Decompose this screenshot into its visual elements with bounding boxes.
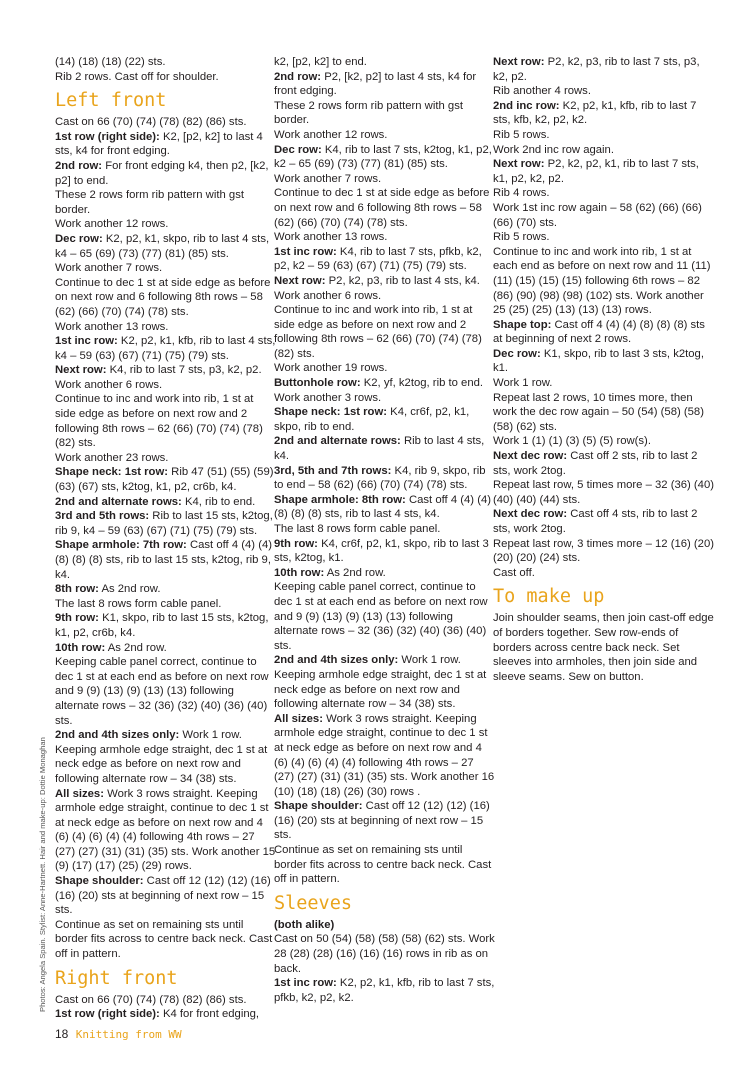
instruction-text: Cast off 4 (4) (4) (8) (8) (8) sts at beginning of next 2 rows. [493, 318, 705, 346]
instruction-line [55, 334, 277, 363]
instruction-line [493, 157, 715, 186]
instruction-line [55, 597, 277, 612]
instruction-text: K2, p2, k1, kfb, rib to last 7 sts, kfb, k2, p2, k2. [493, 99, 697, 127]
instruction-label: Dec row: [493, 347, 541, 360]
instruction-label: (both alike) [274, 918, 335, 931]
section-heading: To make up [493, 586, 605, 608]
instruction-label: Shape armhole: 8th row: [274, 493, 406, 506]
instruction-text: Work another 7 rows. [274, 172, 382, 185]
instruction-text: K4, cr6f, p2, k1, skpo, rib to last 3 sts, k2tog, k1. [274, 537, 489, 565]
instruction-line [493, 201, 715, 230]
section-heading: Left front [55, 90, 167, 112]
instruction-line [55, 232, 277, 261]
instruction-label: 10th row: [55, 641, 106, 654]
instruction-text: Keeping cable panel correct, continue to dec 1 st at each end as before on next row and 9 (9) (13) (9) (13) (13) following alternate rows – 32 (36) (32) (40) (36) (40) sts. [55, 656, 269, 727]
instruction-line [493, 537, 715, 566]
instruction-text: K4 for front edging, [159, 1008, 260, 1021]
instruction-line [493, 230, 715, 245]
instruction-line [55, 641, 277, 656]
instruction-text: Keeping cable panel correct, continue to dec 1 st at each end as before on next row and 9 (9) (13) (9) (13) (13) following alternate rows – 32 (36) (32) (40) (36) (40) sts. [274, 581, 488, 652]
instruction-line [55, 582, 277, 597]
instruction-text: Work another 23 rows. [55, 451, 169, 464]
instruction-text: These 2 rows form rib pattern with gst border. [55, 189, 244, 216]
instruction-line [493, 478, 715, 507]
column-left [55, 55, 277, 1022]
instruction-text: Continue to inc and work into rib, 1 st at each end as before on next row and 11 (11) (11) (15) (15) (15) following 6th rows – 82 (86) (90) (98) (98) (102) sts. Work another 25 (25) (25) (13) (13) (13) rows. [493, 245, 711, 317]
instruction-text: Cast off 4 sts, rib to last 2 sts, work 2tog. [493, 508, 698, 535]
instruction-label: Next row: [274, 274, 326, 287]
instruction-label: 9th row: [274, 537, 318, 550]
instruction-text: These 2 rows form rib pattern with gst border. [274, 99, 463, 127]
instruction-line [55, 918, 277, 962]
instruction-line [55, 538, 277, 582]
instruction-label: 2nd and 4th sizes only: [274, 654, 399, 667]
instruction-text: Repeat last row, 3 times more – 12 (16) (20) (20) (20) (24) sts. [493, 537, 715, 565]
instruction-line [493, 99, 715, 128]
instruction-text: As 2nd row. [324, 566, 386, 579]
instruction-label: Shape neck: 1st row: [274, 406, 388, 419]
instruction-line [274, 799, 496, 843]
instruction-text: Cast on 66 (70) (74) (78) (82) (86) sts. [55, 116, 247, 129]
instruction-text: Work 1 (1) (1) (3) (5) (5) row(s). [493, 435, 651, 448]
instruction-text: Continue to dec 1 st at side edge as before on next row and 6 following 8th rows – 58 (62) (66) (70) (74) (78) sts. [55, 276, 271, 318]
instruction-line [274, 712, 496, 800]
instruction-line [55, 276, 277, 320]
instruction-text: Cast off. [493, 566, 535, 579]
instruction-line [274, 274, 496, 289]
instruction-label: 2nd and 4th sizes only: [55, 729, 180, 742]
instruction-line [55, 611, 277, 640]
instruction-line [55, 363, 277, 378]
instruction-label: Shape neck: 1st row: [55, 466, 169, 479]
instruction-text: Continue to inc and work into rib, 1 st at side edge as before on next row and 2 following 8th rows – 62 (66) (70) (74) (78) (82) sts. [55, 393, 263, 450]
page-footer [55, 1027, 182, 1041]
instruction-line [55, 378, 277, 393]
instruction-line [493, 55, 715, 84]
instruction-label: Next dec row: [493, 508, 568, 521]
instruction-text: Continue as set on remaining sts until border fits across to centre back neck. Cast off in pattern. [55, 918, 273, 961]
instruction-label: Next dec row: [493, 450, 568, 463]
instruction-line [274, 522, 496, 537]
instruction-label: Shape armhole: 7th row: [55, 539, 187, 552]
instruction-text: The last 8 rows form cable panel. [274, 523, 441, 535]
instruction-line [55, 1007, 277, 1022]
instruction-text: Work another 3 rows. [274, 391, 382, 404]
instruction-line [274, 843, 496, 887]
instruction-line [55, 159, 277, 188]
column-middle [274, 55, 496, 1005]
instruction-line [274, 186, 496, 230]
instruction-label: 2nd and alternate rows: [274, 435, 401, 448]
instruction-text: Work another 12 rows. [274, 128, 388, 141]
instruction-line [274, 99, 496, 128]
instruction-text: Rib to last 15 sts, k2tog, rib 9, k4 – 59 (63) (67) (71) (75) (79) sts. [55, 510, 273, 537]
instruction-line [493, 376, 715, 391]
instruction-line [274, 976, 496, 1005]
instruction-text: Work 1 row. [493, 377, 553, 390]
instruction-text: K1, skpo, rib to last 3 sts, k2tog, k1. [493, 347, 704, 375]
instruction-line [55, 874, 277, 918]
instruction-text: Work 1st inc row again – 58 (62) (66) (66) (66) (70) sts. [493, 201, 702, 229]
instruction-line [274, 303, 496, 361]
instruction-text: K1, skpo, rib to last 15 sts, k2tog, k1, p2, cr6b, k4. [55, 612, 269, 639]
instruction-text: Work 3 rows straight. Keeping armhole edge straight, continue to dec 1 st at neck edge as before on next row and 4 (6) (4) (6) (4) (4) following 4th rows – 27 (27) (27) (31) (31) (35) sts. Work another 16 (10) (18) (18) (26) (30) rows . [274, 712, 495, 798]
instruction-text: Repeat last row, 5 times more – 32 (36) (40) (40) (40) (44) sts. [493, 479, 715, 506]
instruction-label: 2nd and alternate rows: [55, 495, 182, 508]
instruction-line [55, 728, 277, 786]
instruction-line [493, 507, 715, 536]
instruction-line [274, 405, 496, 434]
instruction-line [55, 787, 277, 875]
instruction-label: 3rd and 5th rows: [55, 510, 150, 523]
instruction-line [493, 245, 715, 318]
instruction-text: Cast on 66 (70) (74) (78) (82) (86) sts. [55, 993, 247, 1006]
instruction-label: Shape shoulder: [274, 800, 363, 813]
instruction-label: 1st row (right side): [55, 1008, 160, 1021]
instruction-line [493, 434, 715, 449]
instruction-text: Cast off 2 sts, rib to last 2 sts, work 2tog. [493, 450, 698, 477]
instruction-text: The last 8 rows form cable panel. [55, 597, 222, 610]
instruction-line [55, 130, 277, 159]
instruction-line [55, 655, 277, 728]
instruction-line [55, 320, 277, 335]
instruction-label: 3rd, 5th and 7th rows: [274, 464, 392, 477]
instruction-text: Repeat last 2 rows, 10 times more, then work the dec row again – 50 (54) (58) (58) (58) (62) sts. [493, 391, 704, 433]
instruction-line [55, 55, 277, 70]
instruction-text: As 2nd row. [98, 583, 161, 596]
instruction-text: Rib 5 rows. [493, 231, 550, 244]
instruction-text: K4, rib 9, skpo, rib to end – 58 (62) (66) (70) (74) (78) sts. [274, 464, 486, 492]
instruction-label: 1st inc row: [55, 335, 118, 348]
instruction-text: Rib another 4 rows. [493, 85, 591, 98]
instruction-line [274, 55, 496, 70]
instruction-line [55, 261, 277, 276]
instruction-line [493, 449, 715, 478]
instruction-text: Work another 6 rows. [274, 289, 382, 302]
instruction-label: 2nd row: [274, 70, 322, 83]
instruction-line [55, 993, 277, 1008]
instruction-text: Work 1 row. Keeping armhole edge straight, dec 1 st at neck edge as before on next row and following alternate row – 34 (38) sts. [274, 654, 487, 711]
instruction-text: P2, [k2, p2] to last 4 sts, k4 for front edging. [274, 70, 477, 98]
instruction-line [493, 611, 715, 684]
instruction-label: 2nd inc row: [493, 99, 560, 112]
instruction-line [274, 361, 496, 376]
instruction-text: P2, k2, p3, rib to last 7 sts, p3, k2, p2. [493, 56, 700, 83]
instruction-text: Work another 7 rows. [55, 262, 163, 275]
instruction-text: For front edging k4, then p2, [k2, p2] to end. [55, 159, 269, 187]
instruction-line [493, 84, 715, 99]
instruction-text: As 2nd row. [105, 641, 167, 654]
instruction-text: Rib to last 4 sts, k4. [274, 435, 485, 463]
instruction-text: Continue to inc and work into rib, 1 st at side edge as before on next row and 2 following 8th rows – 62 (66) (70) (74) (78) (82) sts. [274, 304, 482, 360]
instruction-text: Work another 13 rows. [274, 231, 388, 244]
instruction-line [55, 465, 277, 494]
instruction-line [274, 566, 496, 581]
instruction-text: (14) (18) (18) (22) sts. [55, 56, 166, 68]
instruction-text: K2, [p2, k2] to last 4 sts, k4 for front edging. [55, 130, 263, 158]
instruction-text: Cast off 12 (12) (12) (16) (16) (20) sts at beginning of next row – 15 sts. [274, 800, 490, 842]
instruction-label: 8th row: [55, 583, 99, 596]
instruction-line [274, 143, 496, 172]
instruction-text: Continue to dec 1 st at side edge as before on next row and 6 following 8th rows – 58 (62) (66) (70) (74) (78) sts. [274, 187, 490, 229]
section-heading: Right front [55, 967, 178, 989]
instruction-text: Work 3 rows straight. Keeping armhole edge straight, continue to dec 1 st at neck edge as before on next row and 4 (6) (4) (6) (4) (4) following 4th rows – 27 (27) (27) (31) (31) (35) sts. Work another 15 (9) (17) (17) (25) (29) rows. [55, 787, 276, 873]
instruction-line [55, 188, 277, 217]
instruction-line [55, 217, 277, 232]
instruction-label: Next row: [55, 364, 107, 377]
instruction-line [274, 289, 496, 304]
instruction-text: Cast off 4 (4) (4) (8) (8) (8) sts, rib to last 4 sts, k4. [274, 493, 492, 521]
instruction-text: Cast off 12 (12) (12) (16) (16) (20) sts at beginning of next row – 15 sts. [55, 875, 271, 917]
instruction-text: K2, p2, k1, kfb, rib to last 7 sts, pfkb, k2, p2, k2. [274, 977, 495, 1004]
instruction-text: Rib 2 rows. Cast off for shoulder. [55, 70, 219, 83]
instruction-text: K4, cr6f, p2, k1, skpo, rib to end. [274, 406, 470, 433]
instruction-line [55, 495, 277, 510]
section-heading: Sleeves [274, 892, 352, 914]
instruction-label: All sizes: [274, 712, 323, 725]
instruction-text: Rib 5 rows. [493, 128, 550, 141]
instruction-line [274, 653, 496, 711]
instruction-line [493, 143, 715, 158]
instruction-line [274, 128, 496, 143]
page-number: 18 [55, 1027, 69, 1041]
instruction-label: Dec row: [274, 143, 322, 156]
instruction-line [274, 537, 496, 566]
instruction-text: K4, rib to last 7 sts, pfkb, k2, p2, k2 – 59 (63) (67) (71) (75) (79) sts. [274, 245, 482, 273]
instruction-line [55, 115, 277, 130]
instruction-line [274, 172, 496, 187]
instruction-line [274, 493, 496, 522]
instruction-text: Continue as set on remaining sts until border fits across to centre back neck. Cast off in pattern. [274, 844, 492, 886]
instruction-line [55, 509, 277, 538]
instruction-line [493, 128, 715, 143]
magazine-title: Knitting from WW [75, 1028, 182, 1041]
instruction-text: Rib 4 rows. [493, 187, 550, 200]
instruction-label: 2nd row: [55, 159, 103, 172]
instruction-text: K4, rib to end. [181, 495, 256, 508]
instruction-line [274, 580, 496, 653]
instruction-text: K2, p2, k1, skpo, rib to last 4 sts, k4 – 65 (69) (73) (77) (81) (85) sts. [55, 232, 270, 260]
instruction-line [55, 392, 277, 450]
instruction-line [274, 434, 496, 463]
instruction-label: 1st inc row: [274, 977, 337, 990]
instruction-text: K4, rib to last 7 sts, p3, k2, p2. [106, 364, 262, 377]
instruction-text: Work another 6 rows. [55, 378, 163, 391]
instruction-label: 1st inc row: [274, 245, 337, 258]
instruction-line [274, 464, 496, 493]
instruction-text: Work another 13 rows. [55, 320, 169, 333]
instruction-line [493, 566, 715, 581]
instruction-line [274, 391, 496, 406]
instruction-line [274, 376, 496, 391]
instruction-text: Work another 12 rows. [55, 218, 169, 231]
instruction-line [274, 230, 496, 245]
instruction-label: Dec row: [55, 232, 103, 245]
column-right [493, 55, 715, 684]
instruction-line [55, 451, 277, 466]
instruction-label: All sizes: [55, 787, 104, 800]
instruction-text: Cast on 50 (54) (58) (58) (58) (62) sts. Work 28 (28) (28) (16) (16) (16) rows in rib as on back. [274, 933, 495, 975]
instruction-line [493, 391, 715, 435]
instruction-label: Next row: [493, 158, 545, 171]
instruction-line [274, 245, 496, 274]
instruction-text: P2, k2, p2, k1, rib to last 7 sts, k1, p2, k2, p2. [493, 158, 699, 185]
instruction-label: 1st row (right side): [55, 130, 160, 143]
instruction-text: P2, k2, p3, rib to last 4 sts, k4. [325, 274, 480, 287]
instruction-label: Shape shoulder: [55, 875, 144, 888]
instruction-text: k2, [p2, k2] to end. [274, 56, 367, 68]
instruction-line [274, 70, 496, 99]
instruction-text: Work 1 row. Keeping armhole edge straight, dec 1 st at neck edge as before on next row and following alternate row – 34 (38) sts. [55, 729, 268, 785]
instruction-label: 10th row: [274, 566, 325, 579]
instruction-text: Work 2nd inc row again. [493, 143, 614, 156]
instruction-line [493, 347, 715, 376]
instruction-line [274, 918, 496, 933]
instruction-line [493, 318, 715, 347]
instruction-text: Rib 47 (51) (55) (59) (63) (67) sts, k2tog, k1, p2, cr6b, k4. [55, 466, 274, 494]
instruction-text: K4, rib to last 7 sts, k2tog, k1, p2, k2 – 65 (69) (73) (77) (81) (85) sts. [274, 143, 492, 171]
instruction-label: Next row: [493, 56, 545, 68]
instruction-line [493, 186, 715, 201]
instruction-text: K2, yf, k2tog, rib to end. [360, 377, 484, 390]
instruction-label: Shape top: [493, 318, 552, 331]
instruction-text: K2, p2, k1, kfb, rib to last 4 sts, k4 – 59 (63) (67) (71) (75) (79) sts. [55, 335, 276, 362]
instruction-label: Buttonhole row: [274, 377, 361, 390]
instruction-text: Join shoulder seams, then join cast-off edge of borders together. Sew row-ends of borders across centre back neck. Set sleeves into armholes, then join side and sleeve seams. Sew on button. [493, 612, 714, 683]
instruction-line [274, 932, 496, 976]
instruction-text: Work another 19 rows. [274, 362, 388, 375]
instruction-label: 9th row: [55, 612, 99, 625]
instruction-text: Cast off 4 (4) (4) (8) (8) (8) sts, rib to last 15 sts, k2tog, rib 9, k4. [55, 539, 273, 581]
photo-credit: Photos: Angela Spain. Stylist: Anne-Hartnett. Hair and make-up: Dottie Monaghan [38, 737, 47, 1012]
instruction-line [55, 70, 277, 85]
